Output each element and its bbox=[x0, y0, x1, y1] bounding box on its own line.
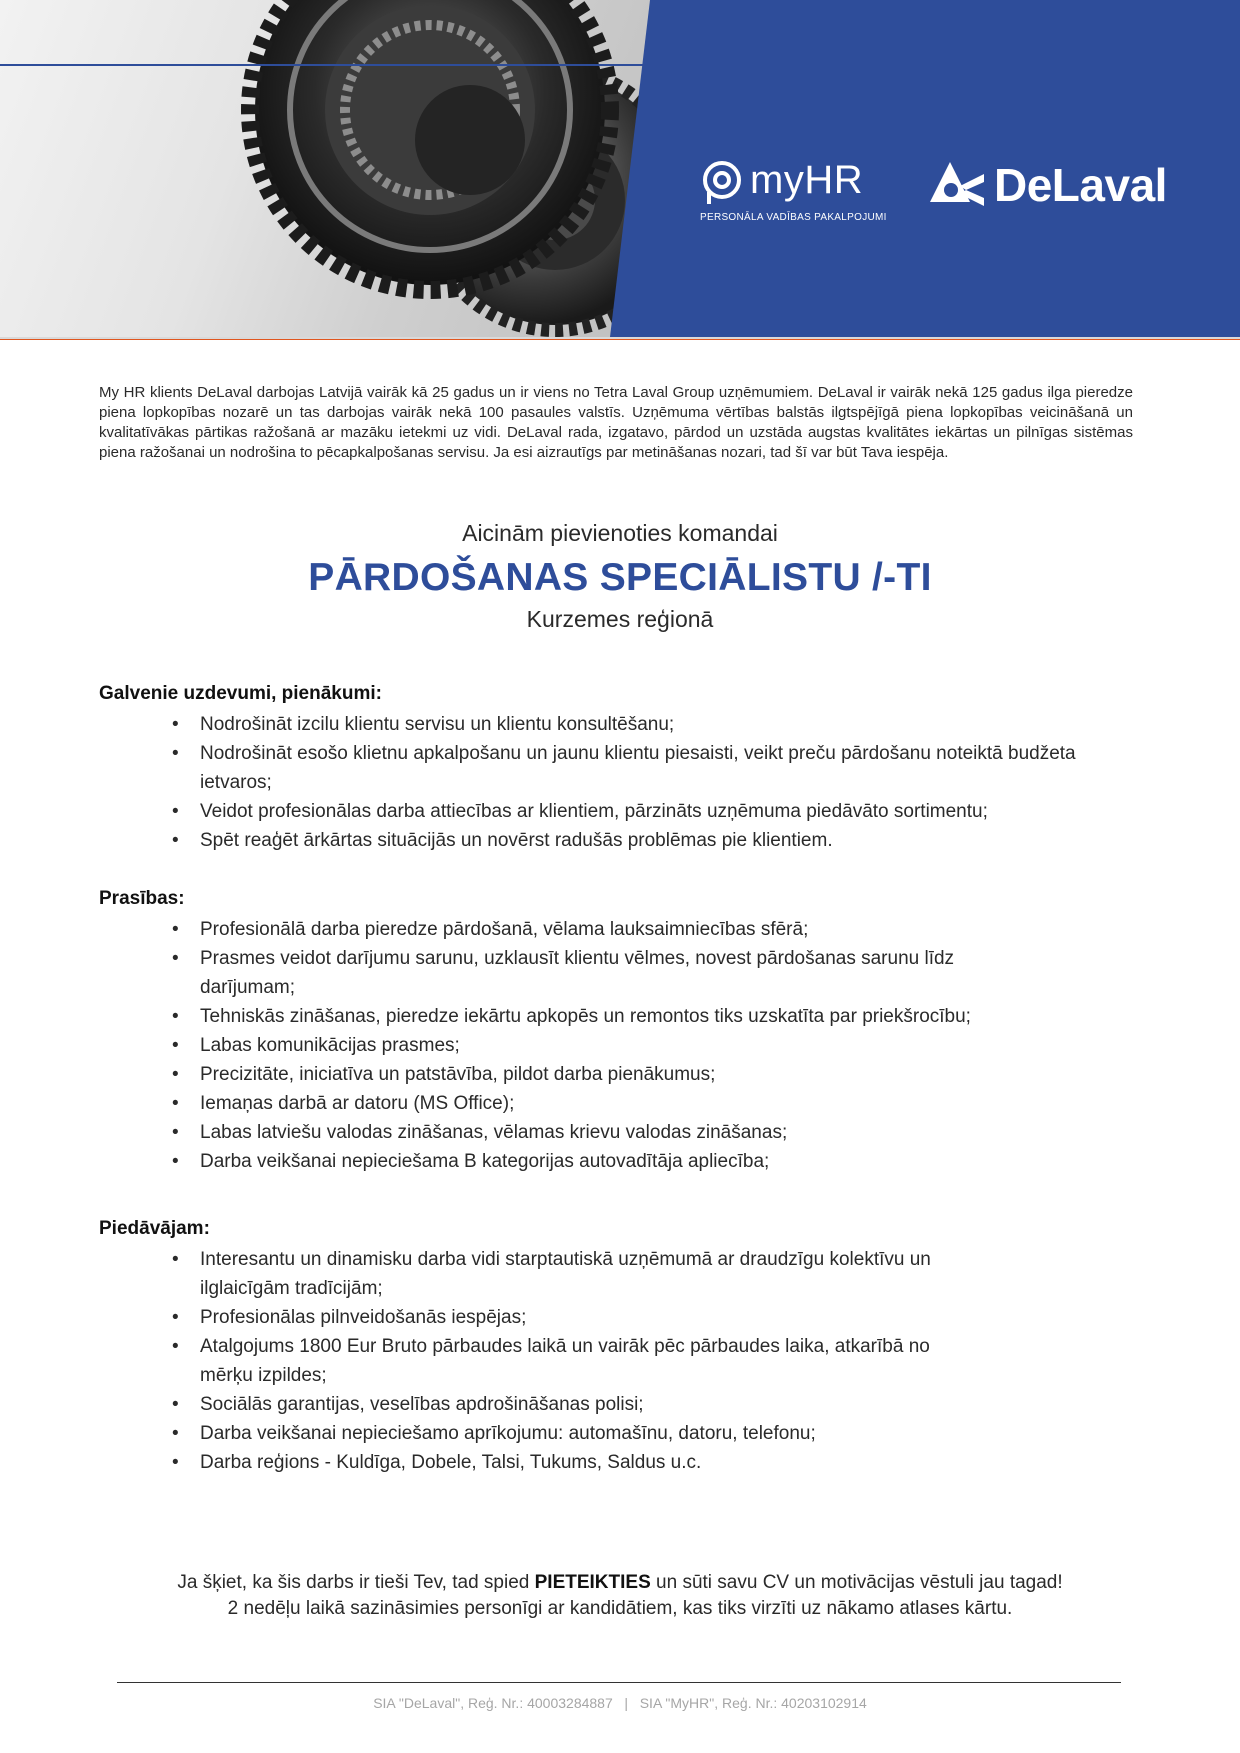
footer-divider bbox=[117, 1682, 1121, 1683]
offer-title: Piedāvājam: bbox=[99, 1218, 210, 1239]
list-item: • Veidot profesionālas darba attiecības ar klientiem, pārzināts uzņēmuma piedāvāto sortimentu; bbox=[172, 801, 988, 822]
header-banner bbox=[0, 0, 1240, 340]
header-top-line bbox=[0, 64, 650, 66]
list-item: • Iemaņas darbā ar datoru (MS Office); bbox=[172, 1093, 515, 1114]
job-title: PĀRDOŠANAS SPECIĀLISTU /-TI bbox=[308, 556, 932, 599]
requirements-title: Prasības: bbox=[99, 888, 185, 909]
list-item: • Darba veikšanai nepieciešama B kategorijas autovadītāja apliecība; bbox=[172, 1151, 770, 1172]
list-item: • Precizitāte, iniciatīva un patstāvība, pildot darba pienākumus; bbox=[172, 1064, 716, 1085]
gears-icon bbox=[0, 0, 700, 340]
offer-list bbox=[170, 1245, 1130, 1477]
cta-line-1: Ja šķiet, ka šis darbs ir tieši Tev, tad spied PIETEIKTIES un sūti savu CV un motivācijas vēstuli jau tagad! bbox=[177, 1572, 1063, 1593]
list-item: • Atalgojums 1800 Eur Bruto pārbaudes laikā un vairāk pēc pārbaudes laika, atkarībā no mērķu izpildes; bbox=[172, 1336, 930, 1386]
myhr-logo bbox=[700, 156, 887, 226]
footer-registration: SIA "DeLaval", Reģ. Nr.: 40003284887 | SIA "MyHR", Reģ. Nr.: 40203102914 bbox=[373, 1695, 867, 1711]
list-item: • Sociālās garantijas, veselības apdrošināšanas polisi; bbox=[172, 1394, 644, 1415]
delaval-triangle-icon bbox=[930, 160, 986, 206]
job-region: Kurzemes reģionā bbox=[526, 606, 714, 632]
myhr-tagline: PERSONĀLA VADĪBAS PAKALPOJUMI bbox=[700, 212, 887, 223]
gears-image bbox=[0, 0, 700, 340]
list-item: • Tehniskās zināšanas, pieredze iekārtu apkopēs un remontos tiks uzskatīta par priekšrocību; bbox=[172, 1006, 971, 1027]
duties-title: Galvenie uzdevumi, pienākumi: bbox=[99, 683, 382, 704]
list-item: • Profesionālā darba pieredze pārdošanā, vēlama lauksaimniecības sfērā; bbox=[172, 919, 809, 940]
duties-list bbox=[170, 710, 1130, 855]
list-item: • Profesionālas pilnveidošanās iespējas; bbox=[172, 1307, 527, 1328]
list-item: • Labas latviešu valodas zināšanas, vēlamas krievu valodas zināšanas; bbox=[172, 1122, 788, 1143]
list-item: • Darba veikšanai nepieciešamo aprīkojumu: automašīnu, datoru, telefonu; bbox=[172, 1423, 816, 1444]
list-item: • Spēt reaģēt ārkārtas situācijās un novērst radušās problēmas pie klientiem. bbox=[172, 830, 833, 851]
apply-keyword: PIETEIKTIES bbox=[534, 1572, 651, 1593]
list-item: • Interesantu un dinamisku darba vidi starptautiskā uzņēmumā ar draudzīgu kolektīvu un ilglaicīgām tradīcijām; bbox=[172, 1249, 931, 1299]
list-item: • Darba reģions - Kuldīga, Dobele, Talsi, Tukums, Saldus u.c. bbox=[172, 1452, 702, 1473]
call-to-action bbox=[0, 1570, 1240, 1622]
delaval-name: DeLaval bbox=[994, 159, 1167, 211]
list-item: • Prasmes veidot darījumu sarunu, uzklausīt klientu vēlmes, novest pārdošanas sarunu līdz darījumam; bbox=[172, 948, 955, 998]
myhr-p-icon bbox=[700, 160, 744, 204]
requirements-list bbox=[170, 915, 1130, 1176]
cta-line-2: 2 nedēļu laikā sazināsimies personīgi ar kandidātiem, kas tiks virzīti uz nākamo atlases kārtu. bbox=[227, 1598, 1013, 1619]
invite-text: Aicinām pievienoties komandai bbox=[462, 520, 778, 546]
list-item: • Nodrošināt esošo klietnu apkalpošanu un jaunu klientu piesaisti, veikt preču pārdošanu noteiktā budžeta ietvaros; bbox=[172, 743, 1076, 793]
list-item: • Labas komunikācijas prasmes; bbox=[172, 1035, 460, 1056]
myhr-name: myHR bbox=[750, 158, 864, 202]
intro-paragraph: My HR klients DeLaval darbojas Latvijā vairāk kā 25 gadus un ir viens no Tetra Laval Group uzņēmumiem. DeLaval ir vairāk nekā 125 gadus ilga pieredze piena lopkopības nozarē un tas darbojas vairāk nekā 100 pasaules valstīs. Uzņēmuma vērtības balstās ilgtspējīgā piena lopkopības veicināšanā un kvalitatīvākas pārtikas ražošanā ar mazāku ietekmi uz vidi. DeLaval rada, izgatavo, pārdod un uzstāda augstas kvalitātes iekārtas un pilnīgas sistēmas piena ražošanai un nodrošina to pēcapkalpošanas servisu. Ja esi aizrautīgs par metināšanas nozari, tad šī var būt Tava iespēja. bbox=[99, 384, 1133, 461]
header-accent-stripe bbox=[0, 339, 1240, 340]
list-item: • Nodrošināt izcilu klientu servisu un klientu konsultēšanu; bbox=[172, 714, 675, 735]
